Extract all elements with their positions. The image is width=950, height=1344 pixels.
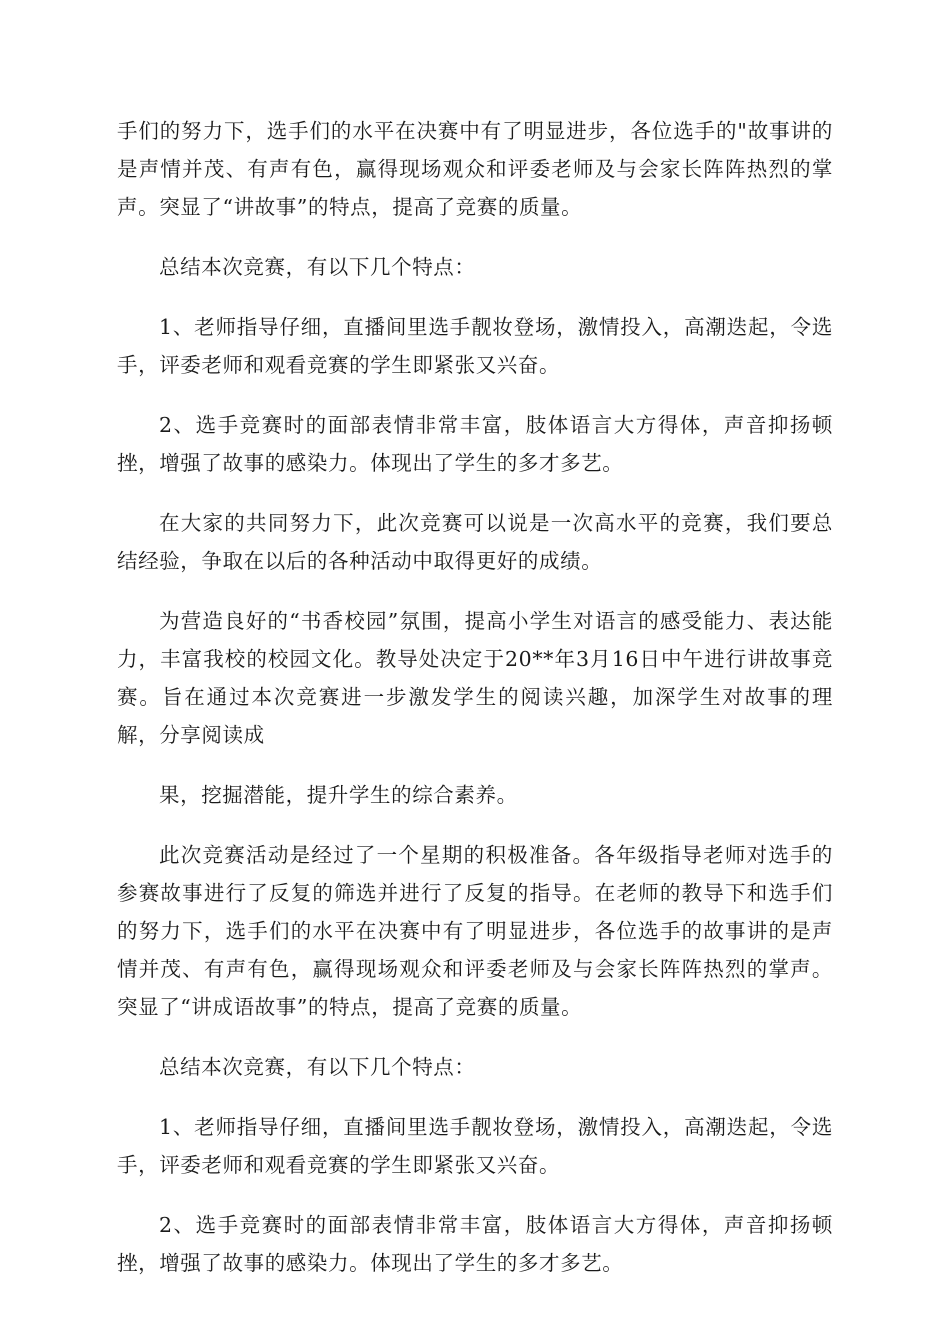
paragraph-feature-2-repeat: 2、选手竞赛时的面部表情非常丰富，肢体语言大方得体，声音抑扬顿挫，增强了故事的感染力。体现出了学生的多才多艺。 <box>117 1213 833 1275</box>
paragraph-background: 为营造良好的“书香校园”氛围，提高小学生对语言的感受能力、表达能力，丰富我校的校园文化。教导处决定于20**年3月16日中午进行讲故事竞赛。旨在通过本次竞赛进一步激发学生的阅读兴趣，加深学生对故事的理解，分享阅读成 <box>117 609 833 747</box>
paragraph-background-end: 果，挖掘潜能，提升学生的综合素养。 <box>159 783 518 807</box>
paragraph-feature-1-repeat: 1、老师指导仔细，直播间里选手靓妆登场，激情投入，高潮迭起，令选手，评委老师和观看竞赛的学生即紧张又兴奋。 <box>117 1115 833 1177</box>
paragraph-continuation: 手们的努力下，选手们的水平在决赛中有了明显进步，各位选手的"故事讲的是声情并茂、有声有色，赢得现场观众和评委老师及与会家长阵阵热烈的掌声。突显了“讲故事”的特点，提高了竞赛的质量。 <box>117 119 833 219</box>
paragraph-preparation: 此次竞赛活动是经过了一个星期的积极准备。各年级指导老师对选手的参赛故事进行了反复的筛选并进行了反复的指导。在老师的教导下和选手们的努力下，选手们的水平在决赛中有了明显进步，各位选手的故事讲的是声情并茂、有声有色，赢得现场观众和评委老师及与会家长阵阵热烈的掌声。突显了“讲成语故事”的特点，提高了竞赛的质量。 <box>117 843 833 1019</box>
paragraph-feature-2: 2、选手竞赛时的面部表情非常丰富，肢体语言大方得体，声音抑扬顿挫，增强了故事的感染力。体现出了学生的多才多艺。 <box>117 413 833 475</box>
paragraph-feature-1: 1、老师指导仔细，直播间里选手靓妆登场，激情投入，高潮迭起，令选手，评委老师和观看竞赛的学生即紧张又兴奋。 <box>117 315 833 377</box>
paragraph-summary-intro-2: 总结本次竞赛，有以下几个特点： <box>159 1055 476 1079</box>
document-body <box>117 112 833 1304</box>
paragraph-conclusion: 在大家的共同努力下，此次竞赛可以说是一次高水平的竞赛，我们要总结经验，争取在以后的各种活动中取得更好的成绩。 <box>117 511 833 573</box>
paragraph-summary-intro: 总结本次竞赛，有以下几个特点： <box>159 255 476 279</box>
